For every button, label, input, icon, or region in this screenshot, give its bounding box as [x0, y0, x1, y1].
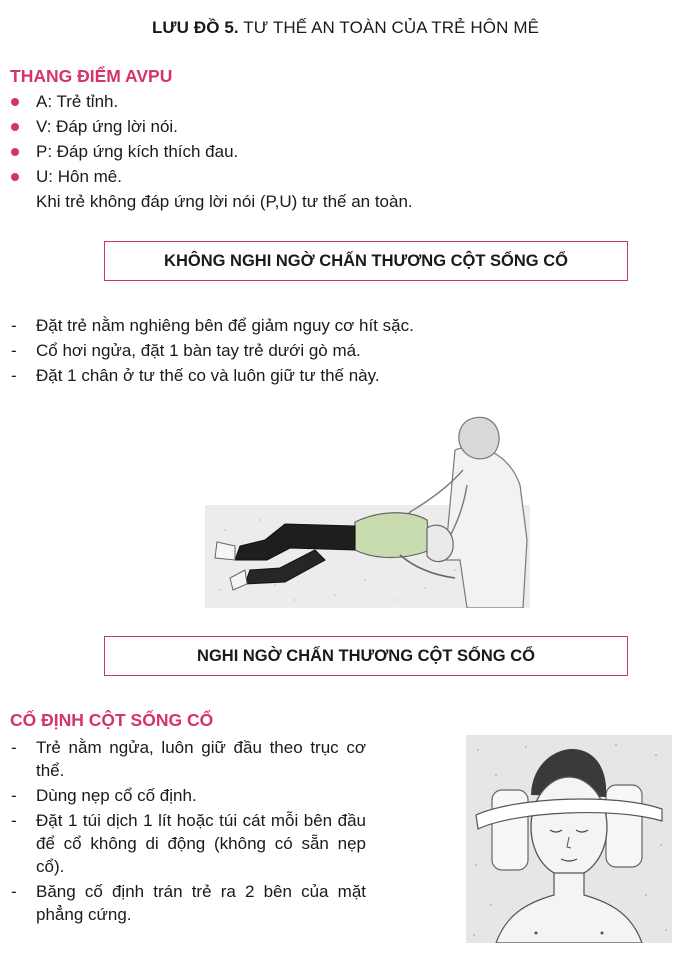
dash-icon: -	[11, 882, 17, 901]
avpu-note: Khi trẻ không đáp ứng lời nói (P,U) tư thế an toàn.	[36, 192, 413, 211]
list-item: - Đặt 1 túi dịch 1 lít hoặc túi cát mỗi bên đầu để cổ không di động (không có sẵn nẹp cổ).	[11, 811, 366, 876]
list-item: - Băng cố định trán trẻ ra 2 bên của mặt phẳng cứng.	[11, 882, 366, 924]
dash-icon: -	[11, 811, 17, 830]
title-text: TƯ THẾ AN TOÀN CỦA TRẺ HÔN MÊ	[238, 18, 540, 37]
list-item: P: Đáp ứng kích thích đau.	[10, 139, 670, 164]
page-title	[0, 18, 691, 38]
bullet-dot-icon	[11, 98, 19, 106]
recovery-position-illustration	[205, 410, 530, 608]
list-item: - Đặt trẻ nằm nghiêng bên để giảm nguy cơ hít sặc.	[10, 313, 670, 338]
dash-icon: -	[11, 738, 17, 757]
suspected-injury-box: NGHI NGỜ CHẤN THƯƠNG CỘT SỐNG CỔ	[104, 636, 628, 676]
list-item: A: Trẻ tỉnh.	[10, 89, 670, 114]
right-sandbag	[606, 785, 642, 867]
no-injury-steps	[10, 313, 670, 388]
dash-icon: -	[11, 341, 17, 360]
bullet-dot-icon	[11, 123, 19, 131]
title-number: LƯU ĐỒ 5.	[151, 18, 239, 37]
list-item: - Dùng nẹp cổ cố định.	[11, 786, 197, 805]
avpu-list	[10, 89, 670, 214]
list-item: - Trẻ nằm ngửa, luôn giữ đầu theo trục cơ thể.	[11, 738, 366, 780]
list-item: U: Hôn mê.	[10, 164, 670, 189]
spine-immobilization-heading: CỐ ĐỊNH CỘT SỐNG CỔ	[10, 710, 214, 730]
cervical-immobilization-illustration	[466, 735, 672, 943]
list-item: - Đặt 1 chân ở tư thế co và luôn giữ tư thế này.	[10, 363, 670, 388]
bullet-dot-icon	[11, 173, 19, 181]
avpu-heading: THANG ĐIỂM AVPU	[10, 66, 173, 86]
list-item: V: Đáp ứng lời nói.	[10, 114, 670, 139]
dash-icon: -	[11, 786, 17, 805]
child-shirt	[355, 513, 430, 558]
bullet-dot-icon	[11, 148, 19, 156]
child-face	[531, 777, 607, 877]
spine-immobilization-steps	[10, 736, 366, 928]
no-injury-box: KHÔNG NGHI NGỜ CHẤN THƯƠNG CỘT SỐNG CỔ	[104, 241, 628, 281]
dash-icon: -	[11, 316, 17, 335]
list-item: - Cổ hơi ngửa, đặt 1 bàn tay trẻ dưới gò má.	[10, 338, 670, 363]
left-sandbag	[492, 790, 528, 870]
dash-icon: -	[11, 366, 17, 385]
